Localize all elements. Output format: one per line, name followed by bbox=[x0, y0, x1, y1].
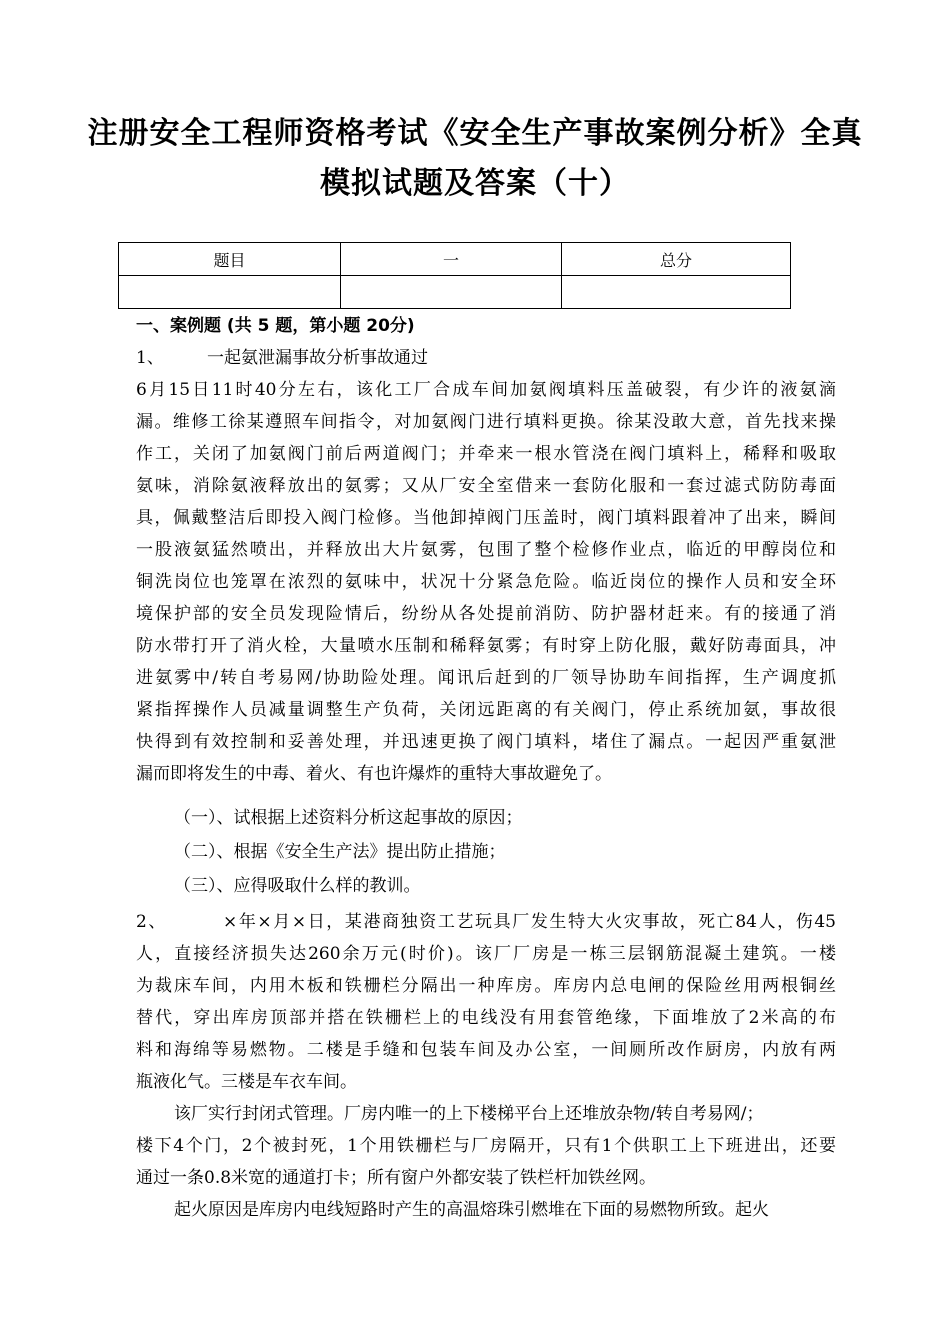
body-line: 具，佩戴整洁后即投入阀门检修。当他卸掉阀门压盖时，阀门填料跟着冲了出来，瞬间 bbox=[136, 508, 836, 528]
body-line: 作工，关闭了加氨阀门前后两道阀门；并牵来一根水管浇在阀门填料上，稀释和吸取 bbox=[136, 444, 836, 464]
score-table-value-row bbox=[119, 276, 791, 309]
body-line: 瓶液化气。三楼是车衣车间。 bbox=[136, 1072, 357, 1092]
body-line: 防水带打开了消火栓，大量喷水压制和稀释氨雾；有时穿上防化服，戴好防毒面具，冲 bbox=[136, 636, 836, 656]
score-cell-question bbox=[119, 276, 341, 309]
body-line: 紧指挥操作人员减量调整生产负荷，关闭远距离的有关阀门，停止系统加氨，事故很 bbox=[136, 700, 836, 720]
body-line: 该厂实行封闭式管理。厂房内唯一的上下楼梯平台上还堆放杂物/转自考易网/； bbox=[174, 1104, 764, 1124]
score-table bbox=[118, 242, 791, 309]
question-2: （二）、根据《安全生产法》提出防止措施； bbox=[174, 842, 506, 862]
score-table-header-row bbox=[119, 243, 791, 276]
body-line: 漏而即将发生的中毒、着火、有也许爆炸的重特大事故避免了。 bbox=[136, 764, 612, 784]
case-1-title: 1、 一起氨泄漏事故分析事故通过 bbox=[136, 348, 429, 368]
document-title-line-2: 模拟试题及答案（十） bbox=[320, 166, 630, 201]
case-2-title: 2、 ×年×月×日，某港商独资工艺玩具厂发生特大火灾事故，死亡84人，伤45 bbox=[136, 912, 836, 932]
score-cell-section-one bbox=[341, 276, 562, 309]
body-line: 楼下4个门，2个被封死，1个用铁栅栏与厂房隔开，只有1个供职工上下班进出，还要 bbox=[136, 1136, 836, 1156]
body-line: 通过一条0.8米宽的通道打卡；所有窗户外都安装了铁栏杆加铁丝网。 bbox=[136, 1168, 657, 1188]
body-line: 氨味，消除氨液释放出的氨雾；又从厂安全室借来一套防化服和一套过滤式防防毒面 bbox=[136, 476, 836, 496]
body-line: 为裁床车间，内用木板和铁栅栏分隔出一种库房。库房内总电闸的保险丝用两根铜丝 bbox=[136, 976, 836, 996]
body-line: 人，直接经济损失达260余万元(时价)。该厂厂房是一栋三层钢筋混凝土建筑。一楼 bbox=[136, 944, 836, 964]
body-line: 境保护部的安全员发现险情后，纷纷从各处提前消防、防护器材赶来。有的接通了消 bbox=[136, 604, 836, 624]
body-line: 铜洗岗位也笼罩在浓烈的氨味中，状况十分紧急危险。临近岗位的操作人员和安全环 bbox=[136, 572, 836, 592]
document-title-line-1: 注册安全工程师资格考试《安全生产事故案例分析》全真 bbox=[87, 116, 863, 151]
section-heading: 一、案例题 (共 5 题，第小题 20分) bbox=[136, 316, 415, 336]
question-1: （一）、试根据上述资料分析这起事故的原因； bbox=[174, 808, 523, 828]
score-header-section-one: 一 bbox=[341, 243, 562, 276]
body-line: 快得到有效控制和妥善处理，并迅速更换了阀门填料，堵住了漏点。一起因严重氨泄 bbox=[136, 732, 836, 752]
question-3: （三）、应得吸取什么样的教训。 bbox=[174, 876, 421, 896]
body-line: 漏。维修工徐某遵照车间指令，对加氨阀门进行填料更换。徐某没敢大意，首先找来操 bbox=[136, 412, 836, 432]
body-line: 起火原因是库房内电线短路时产生的高温熔珠引燃堆在下面的易燃物所致。起火 bbox=[174, 1200, 769, 1220]
score-header-total: 总分 bbox=[562, 243, 791, 276]
score-cell-total bbox=[562, 276, 791, 309]
body-line: 6月15日11时40分左右，该化工厂合成车间加氨阀填料压盖破裂，有少许的液氨滴 bbox=[136, 380, 836, 400]
body-line: 替代，穿出库房顶部并搭在铁栅栏上的电线没有用套管绝缘，下面堆放了2米高的布 bbox=[136, 1008, 836, 1028]
body-line: 一股液氨猛然喷出，并释放出大片氨雾，包围了整个检修作业点，临近的甲醇岗位和 bbox=[136, 540, 836, 560]
body-line: 进氨雾中/转自考易网/协助险处理。闻讯后赶到的厂领导协助车间指挥，生产调度抓 bbox=[136, 668, 836, 688]
body-line: 料和海绵等易燃物。二楼是手缝和包装车间及办公室，一间厕所改作厨房，内放有两 bbox=[136, 1040, 836, 1060]
score-header-question: 题目 bbox=[119, 243, 341, 276]
